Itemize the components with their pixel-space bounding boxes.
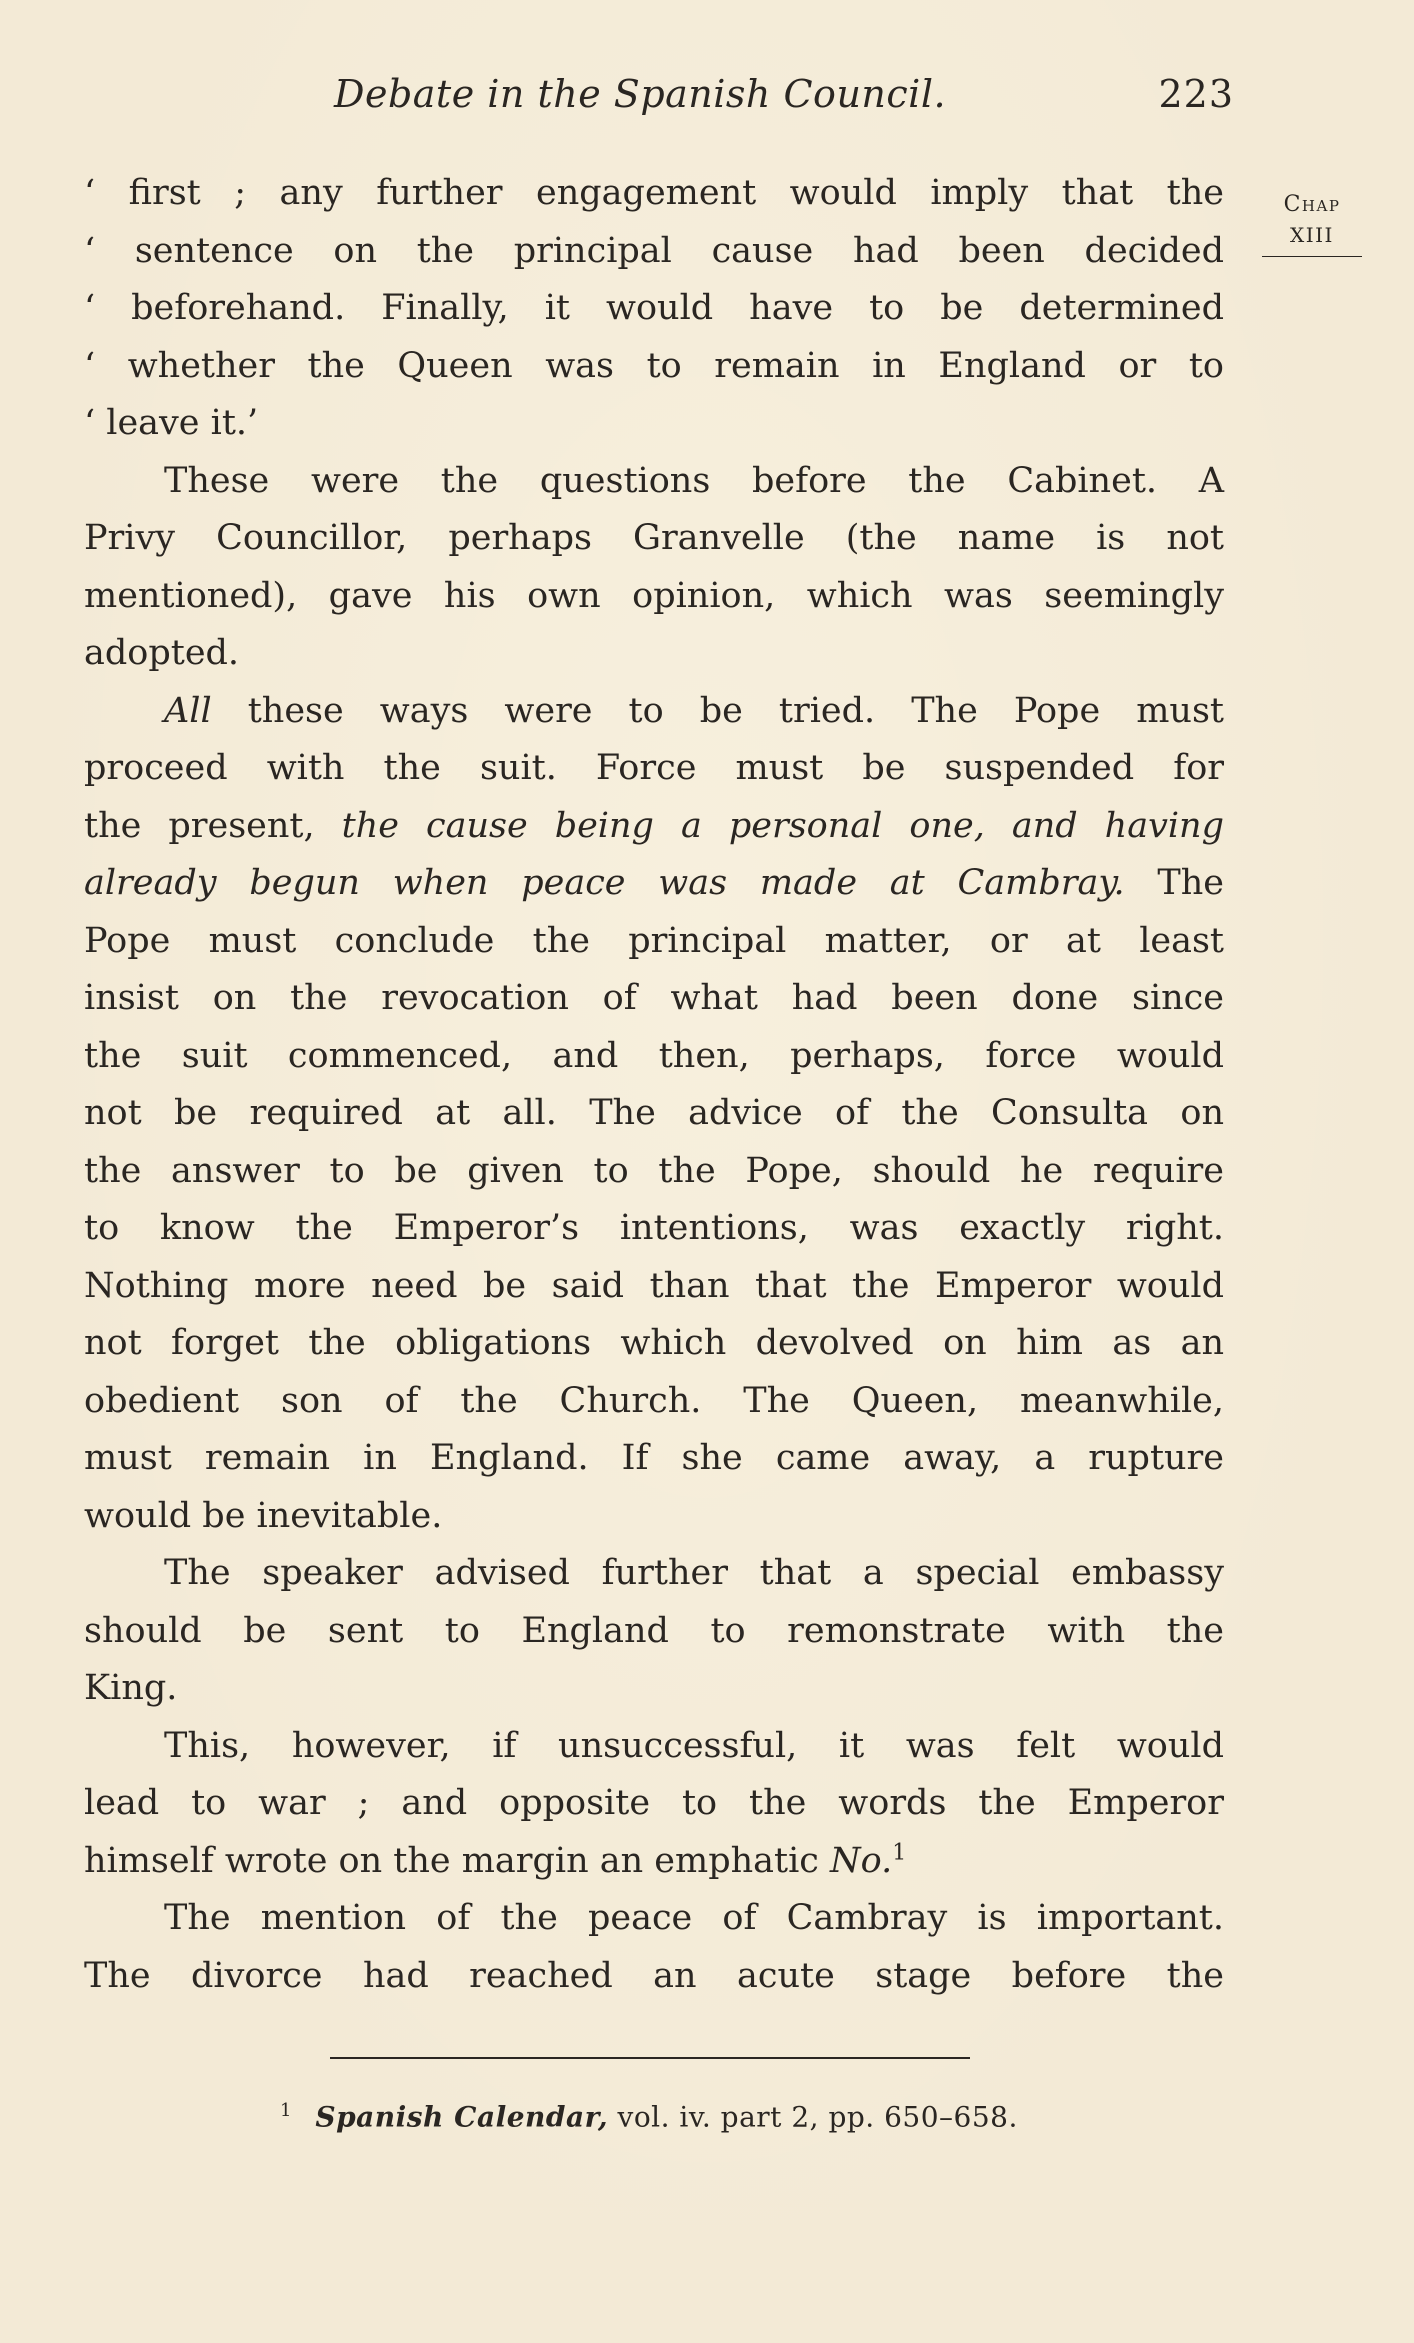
body-text — [84, 165, 1224, 2005]
text-line: Privy Councillor, perhaps Granvelle (the name is not — [84, 518, 1224, 558]
running-head — [84, 72, 1234, 132]
text-line: The speaker advised further that a special embassy — [164, 1553, 1224, 1593]
text-line: to know the Emperor’s intentions, was exactly right. — [84, 1208, 1224, 1248]
text-line: Nothing more need be said than that the Emperor would — [84, 1265, 1224, 1306]
text-fragment: himself wrote on the margin an emphatic — [84, 1840, 819, 1881]
chapter-margin-note — [1262, 190, 1362, 257]
italic-fragment: No. — [830, 1840, 893, 1881]
text-line — [84, 855, 1224, 913]
text-line: not be required at all. The advice of the Consulta on — [84, 1093, 1224, 1133]
text-line: the answer to be given to the Pope, should he require — [84, 1150, 1224, 1191]
text-line: ‘ sentence on the principal cause had been decided — [84, 230, 1224, 271]
text-line: lead to war ; and opposite to the words the Emperor — [84, 1783, 1224, 1823]
text-line: ‘ first ; any further engagement would imply that the — [84, 173, 1224, 213]
text-line: should be sent to England to remonstrate with the — [84, 1610, 1224, 1651]
margin-rule — [1262, 256, 1362, 257]
text-line: ‘ leave it.’ — [84, 403, 259, 443]
text-line: ‘ whether the Queen was to remain in England or to — [84, 345, 1224, 386]
text-fragment: The — [1157, 863, 1224, 903]
text-line: The divorce had reached an acute stage before the — [84, 1955, 1224, 1996]
text-line: the suit commenced, and then, perhaps, force would — [84, 1035, 1224, 1076]
page-number: 223 — [1158, 72, 1234, 116]
text-line: King. — [84, 1668, 178, 1708]
text-line: obedient son of the Church. The Queen, meanwhile, — [84, 1380, 1224, 1421]
margin-chap-label: Chap — [1283, 192, 1341, 217]
text-line — [84, 798, 1224, 856]
text-line: proceed with the suit. Force must be suspended for — [84, 748, 1224, 788]
footnote-mark: 1 — [280, 2100, 292, 2121]
footnote-rule — [330, 2057, 970, 2059]
text-line: not forget the obligations which devolved on him as an — [84, 1323, 1224, 1363]
margin-chapter-numeral: XIII — [1290, 223, 1334, 247]
italic-fragment: already begun when peace was made at Cambray. — [84, 863, 1125, 903]
text-line: mentioned), gave his own opinion, which was seemingly — [84, 575, 1224, 616]
footnote-detail: vol. iv. part 2, pp. 650–658. — [617, 2100, 1018, 2134]
running-title: Debate in the Spanish Council. — [334, 72, 947, 116]
footnote-ref: 1 — [892, 1839, 907, 1865]
text-line: Pope must conclude the principal matter, or at least — [84, 920, 1224, 961]
text-line: ‘ beforehand. Finally, it would have to be determined — [84, 288, 1224, 328]
italic-lead: All — [164, 690, 212, 731]
text-line — [84, 683, 1224, 741]
text-line: must remain in England. If she came away, a rupture — [84, 1438, 1224, 1478]
text-fragment: these ways were to be tried. The Pope must — [247, 690, 1224, 731]
text-line: insist on the revocation of what had been done since — [84, 978, 1224, 1018]
text-line: adopted. — [84, 633, 240, 673]
footnote — [280, 2100, 1018, 2133]
text-line: These were the questions before the Cabinet. A — [164, 460, 1224, 501]
text-line: This, however, if unsuccessful, it was felt would — [164, 1725, 1224, 1766]
text-line: would be inevitable. — [84, 1495, 443, 1536]
italic-fragment: the cause being a personal one, and having — [341, 805, 1225, 846]
text-fragment: the present, — [84, 805, 315, 846]
text-line: The mention of the peace of Cambray is important. — [164, 1898, 1224, 1938]
text-line — [84, 1833, 1224, 1891]
footnote-source: Spanish Calendar, — [315, 2100, 609, 2134]
